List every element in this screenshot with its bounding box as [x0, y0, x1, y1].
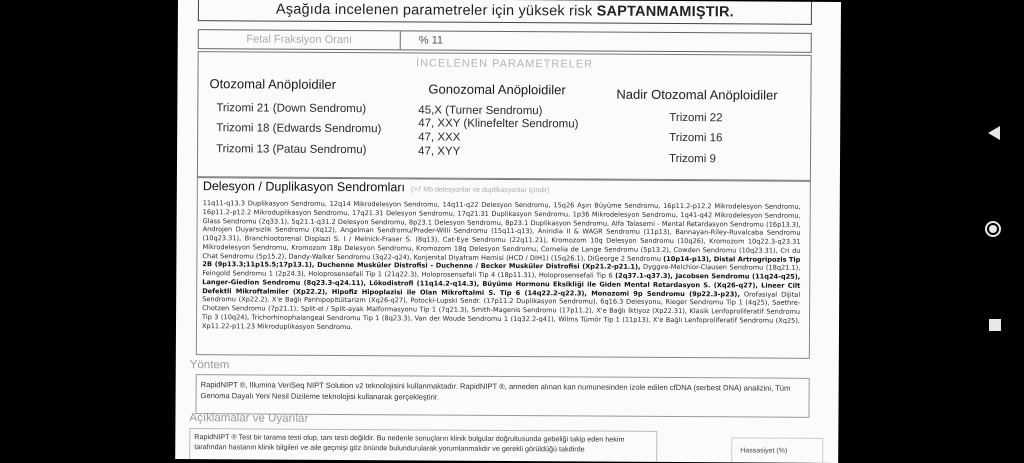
rare-item: Trizomi 16	[669, 131, 723, 145]
autosomal-item: Trizomi 13 (Patau Sendromu)	[216, 143, 367, 157]
gonosomal-title: Gonozomal Anöploidiler	[428, 81, 566, 98]
gonosomal-item: 47, XXX	[418, 131, 461, 144]
fetal-fraction-label: Fetal Fraksiyon Oranı	[199, 30, 401, 49]
rare-title: Nadir Otozomal Anöploidiler	[616, 86, 778, 103]
notes-box	[189, 428, 657, 463]
rare-item: Trizomi 22	[669, 111, 723, 125]
sensitivity-box	[731, 437, 823, 463]
syndrome-list-part: Dyggve-Melchior-Clausen Sendromu (18q21.1), Feingold Sendromu 1 (2p24.3), Holoprosensefali Tip 1 (21q22.3), Holoprosensefali Tip 4 (18p11.31), Holoprosensefali Tip 6	[202, 263, 801, 280]
syndrome-list-part: 11q11-q13.3 Duplikasyon Sendromu, 12q14 Mikrodelesyon Sendromu, 14q11-q22 Delesyon Sendromu, 15q26 Aşırı Büyüme Sendromu, 16p11.2-p12.2 Mikrodelesyon Sendromu, 16p11.2-p12.2 Mikroduplikasyon Sendromu, 17q21.31 Delesyon Sendromu, 17q21.31 Duplikasyon Sendromu, 1p36 Mikrodelesyon Sendromu, 1q41-q42 Mikrodelesyon Sendromu, Glass Sendromu (2q33.1), 5q21.1-q31.2 Delesyon Sendromu, 8p23.1 Delesyon Sendromu, 8p23.1 Duplikasyon Sendromu, Alfa Talasemi - Mental Retardasyon Sendromu (16p13.3), Androjen Duyarsızlık Sendromu (Xq12), Angelman Sendromu/Prader-Willi Sendromu (15q11-q13), Aniridia II & WAGR Sendromu (11p13), Bannayan-Riley-Ruvalcaba Sendromu (10q23.31), Branchiootorenal Displazi S. I / Melnick-Fraser S. (8q13), Cat-Eye Sendromu (22q11.21), Kromozom 10q Delesyon Sendromu (10q26), Kromozom 10q22.3-q23.31 Mikrodelesyon Sendromu, Kromozom 18p Delesyon Sendromu, Kromozom 18q Delesyon Sendromu, Cornelia de Lange Sendromu (5p13.2), Cowden Sendromu (10q23.31), Cri du Chat Sendromu (5p15.2), Dandy-Walker Sendromu (3q22-q24), Konjenital Diyafram Hernisi (HCD / DIH1) (15q26.1), DiGeorge 2 Sendromu	[202, 199, 801, 263]
autosomal-title: Otozomal Anöploidiler	[209, 76, 336, 92]
fetal-fraction-row	[198, 29, 812, 53]
recents-icon[interactable]	[989, 319, 1001, 331]
headline-emphasis: SAPTANMAMIŞTIR.	[596, 3, 734, 21]
autosomal-item: Trizomi 21 (Down Sendromu)	[216, 102, 367, 116]
report-page	[175, 0, 841, 463]
syndrome-list	[202, 199, 801, 334]
parameters-title: İNCELENEN PARAMETRELER	[416, 57, 594, 71]
method-text: RapidNIPT ®, Illumina VeriSeq NIPT Solution v2 teknolojisini kullanmaktadır. RapidNIPT ®, anneden alınan kan numunesinden izole edilen cfDNA (serbest DNA) analizini, Tüm Genoma Dayalı Yeni Nesil Dizileme teknolojisi kullanarak gerçekleştirir.	[200, 380, 791, 402]
back-icon[interactable]	[988, 126, 1000, 140]
result-headline	[198, 0, 812, 25]
deletion-duplication-section	[196, 176, 811, 359]
method-title: Yöntem	[189, 359, 230, 372]
notes-title: Açıklamalar ve Uyarılar	[189, 412, 309, 425]
method-box	[195, 374, 809, 418]
gonosomal-item: 45,X (Turner Sendromu)	[418, 104, 543, 118]
home-icon[interactable]	[985, 221, 1001, 237]
rare-item: Trizomi 9	[668, 152, 716, 166]
notes-text: RapidNIPT ® Test bir tarama testi olup, tanı testi değildir. Bu nedenle sonuçların klinik bulgular doğrultusunda gebeliği takip eden hekim tarafından hastanın klinik bilgileri ve aile geçmişi göz önünde bulundurularak yorumlanmalıdır ve gerekli görüldüğü takdirde	[194, 432, 625, 454]
gonosomal-item: 47, XXY (Klinefelter Sendromu)	[418, 117, 579, 131]
deletion-duplication-title: Delesyon / Duplikasyon Sendromları	[202, 179, 406, 195]
deletion-duplication-heading	[203, 179, 550, 195]
headline-text: Aşağıda incelenen parametreler için yüksek risk	[275, 1, 597, 20]
parameters-section	[197, 51, 812, 182]
fetal-fraction-value: % 11	[418, 34, 444, 47]
deletion-duplication-note: (>7 Mb delesyonlar ve duplikasyonlar içindir)	[411, 186, 550, 195]
syndrome-list-part: Orofasiyal Dijital Sendromu (Xp22.2), X'e Bağlı Panhipopitüitarizm (Xq26-q27), Potocki-Lupski Sendr. (17p11.2 Duplikasyon Sendromu), 6q16.3 Delesyonu, Rieger Sendromu Tip 1 (4q25), Saethre-Chotzen Sendromu (7p21.1), Split-el / Split-ayak Malformasyonu Tip 1 (7q21.3), Smith-Magenis Sendromu (17p11.2), X'e Bağlı İktiyoz (Xp22.31), Klasik Lenfoproliferatif Sendromu Tip 3 (10q24), Trichorhinophalangeal Sendromu Tip 1 (8q23.3), Van der Woude Sendromu 1 (1q32.2-q41), Wilms Tümör Tip 1 (11p13), X'e Bağlı Lenfoproliferatif Sendromu (Xq25), Xp11.22-p11.23 Mikroduplikasyon Sendromu.	[201, 289, 801, 331]
syndrome-list-bold-part: (10p14-p13), Distal Artrogripozis Tip 2B (9p13.3;11p15.5;17p13.1), Duchenne Musküler Distrofisi - Duchenne / Becker Musküler Distrofisi (Xp21.2-p21.1),	[202, 254, 801, 272]
sensitivity-label: Hassasiyet (%)	[740, 447, 788, 455]
autosomal-item: Trizomi 18 (Edwards Sendromu)	[216, 122, 382, 136]
gonosomal-item: 47, XYY	[418, 145, 461, 158]
syndrome-list-bold-part: (2q37.1-q37.3), Jacobsen Sendromu (11q24-q25), Langer-Giedion Sendromu (8q23.3-q24.11), Lökodistrofi (11q14.2-q14.3), Büyüme Hormonu Eksikliği ile Giden Mental Retardasyon S. (Xq26-q27), Lineer Cilt Defektli Mikroftalmiler (Xp22.2), Hipofiz Hipoplazisi ile Olan Mikroftalmi S. Tip 6 (14q22.2-q22.3), Monozomi 9p Sendromu (9p22.3-p23),	[202, 271, 801, 298]
